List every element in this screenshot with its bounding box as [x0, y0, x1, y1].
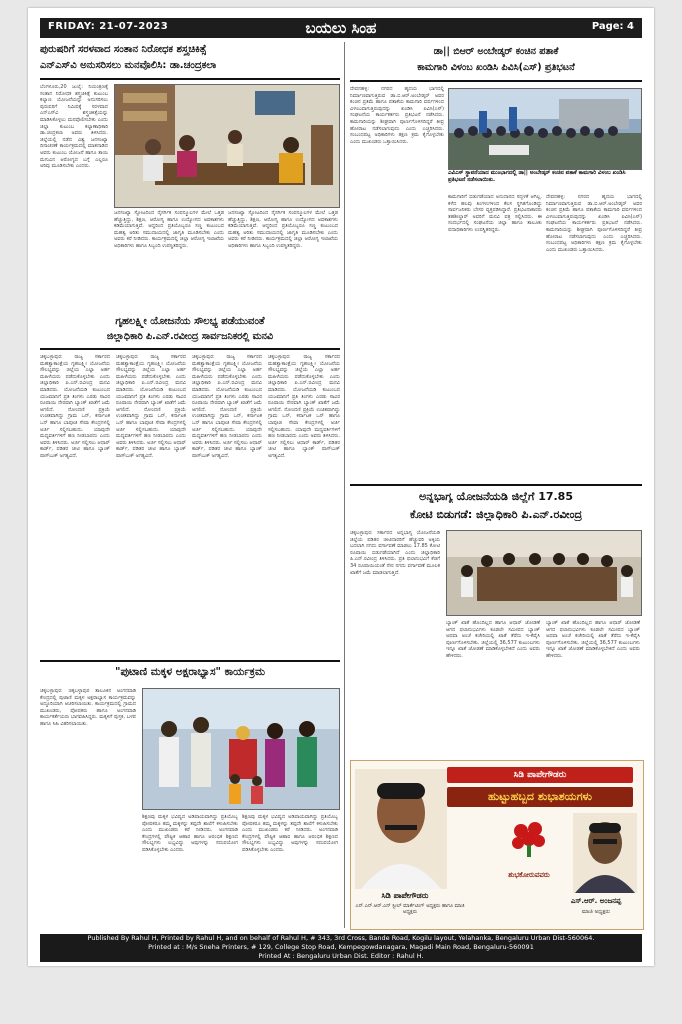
story5-body-2: ಬ್ಯಾಂಕ್ ಖಾತೆ ಹೊಂದಿಲ್ಲದ ಹಾಗೂ ಆಧಾರ್ ಜೋಡಣೆ ಆಗದ ಫಲಾನುಭವಿಗಳು ಕೂಡಲೇ ಸಮೀಪದ ಬ್ಯಾಂಕ್ ಅಥವಾ ಅಂಚೆ ಕಚೇರಿಯಲ್ಲಿ ಖಾತೆ ತೆರೆದು ಇ-ಕೆವೈಸಿ ಪೂರ್ಣಗೊಳಿಸಬೇಕು. ಜಿಲ್ಲೆಯಲ್ಲಿ 36,577 ಕುಟುಂಬಗಳು ಇನ್ನೂ ಖಾತೆ ಜೋಡಣೆ ಮಾಡಿಕೊಳ್ಳಬೇಕಿದೆ ಎಂದು ಅವರು ಹೇಳಿದರು.	[446, 620, 540, 659]
meeting-hall-photo	[447, 531, 641, 615]
story2-body-col3: ಚಿಕ್ಕಬಳ್ಳಾಪುರ: ರಾಜ್ಯ ಸರ್ಕಾರದ ಮಹತ್ವಾಕಾಂಕ್ಷೆಯ ಗೃಹಲಕ್ಷ್ಮೀ ಯೋಜನೆಯ ಸೌಲಭ್ಯವನ್ನು ಜಿಲ್ಲೆಯ ಎಲ್ಲಾ ಅರ್ಹ ಮಹಿಳೆಯರು ಪಡೆದುಕೊಳ್ಳಬೇಕು ಎಂದು ಜಿಲ್ಲಾಧಿಕಾರಿ ಪಿ.ಎನ್.ರವೀಂದ್ರ ಮನವಿ ಮಾಡಿದರು. ಯೋಜನೆಯಡಿ ಕುಟುಂಬದ ಯಜಮಾನಿಗೆ ಪ್ರತಿ ತಿಂಗಳು ಎರಡು ಸಾವಿರ ರೂಪಾಯಿ ನೇರವಾಗಿ ಬ್ಯಾಂಕ್ ಖಾತೆಗೆ ಜಮೆ ಆಗಲಿದೆ. ನೋಂದಣಿ ಪ್ರಕ್ರಿಯೆ ಉಚಿತವಾಗಿದ್ದು ಗ್ರಾಮ ಒನ್, ಕರ್ನಾಟಕ ಒನ್ ಹಾಗೂ ಬಾಪೂಜಿ ಸೇವಾ ಕೇಂದ್ರಗಳಲ್ಲಿ ಅರ್ಜಿ ಸಲ್ಲಿಸಬಹುದು. ಯಾವುದೇ ಮಧ್ಯವರ್ತಿಗಳಿಗೆ ಹಣ ನೀಡಬಾರದು ಎಂದು ಅವರು ತಿಳಿಸಿದರು. ಅರ್ಜಿ ಸಲ್ಲಿಸಲು ಆಧಾರ್ ಕಾರ್ಡ್, ಪಡಿತರ ಚೀಟಿ ಹಾಗೂ ಬ್ಯಾಂಕ್ ಪಾಸ್‌ಬುಕ್ ಅಗತ್ಯವಿದೆ.	[192, 354, 262, 459]
birthday-advertisement	[350, 760, 644, 930]
masthead	[40, 18, 642, 38]
story1-body: ಬೆಂಗಳೂರು,20 ಜುಲೈ: ನಿಯಂತ್ರಣಕ್ಕೆ ಸಂತಾನ ನಿರೋಧಕ ಶಸ್ತ್ರಚಿಕಿತ್ಸೆ ಕುಟುಂಬ ಕಲ್ಯಾಣ ಯೋಜನೆಯನ್ನು ಅನುಸರಿಸಲು ಪುರುಷರಿಗೆ ನಿಮಿಷಕ್ಕೆ ಸರಳವಾದ ಎನ್‌ಎಸ್‌ವಿ ಶಸ್ತ್ರಚಿಕಿತ್ಸೆಯನ್ನು ಮಾಡಿಸಿಕೊಳ್ಳಲು ಮನವೊಲಿಸಬೇಕು ಎಂದು ಜಿಲ್ಲಾ ಕುಟುಂಬ ಕಲ್ಯಾಣಾಧಿಕಾರಿ ಡಾ.ಚಂದ್ರಕಲಾ ಅವರು ತಿಳಿಸಿದರು. ಜಿಲ್ಲೆಯಲ್ಲಿ ನಡೆದ ವಿಶ್ವ ಜನಸಂಖ್ಯಾ ದಿನಾಚರಣೆ ಕಾರ್ಯಕ್ರಮದಲ್ಲಿ ಮಾತನಾಡಿದ ಅವರು ಕುಟುಂಬ ಯೋಜನೆ ಹಾಗೂ ತಾಯಿ ಮಗುವಿನ ಆರೋಗ್ಯದ ಬಗ್ಗೆ ಎಲ್ಲರೂ ಅರಿವು ಮೂಡಿಸಬೇಕು ಎಂದರು.	[40, 84, 108, 170]
portrait-right	[573, 813, 637, 893]
story3-body: ಚಿಕ್ಕಬಳ್ಳಾಪುರ: ಚಿಕ್ಕಬಳ್ಳಾಪುರ ತಾಲೂಕಿನ ಅಂಗನವಾಡಿ ಕೇಂದ್ರದಲ್ಲಿ ಪುಟಾಣಿ ಮಕ್ಕಳ ಅಕ್ಷರಾಭ್ಯಾಸ ಕಾರ್ಯಕ್ರಮವನ್ನು ಅದ್ದೂರಿಯಾಗಿ ಆಚರಿಸಲಾಯಿತು. ಕಾರ್ಯಕ್ರಮದಲ್ಲಿ ಗ್ರಾಮದ ಮುಖಂಡರು, ಪೋಷಕರು ಹಾಗೂ ಅಂಗನವಾಡಿ ಕಾರ್ಯಕರ್ತೆಯರು ಭಾಗವಹಿಸಿದ್ದರು. ಮಕ್ಕಳಿಗೆ ಪುಸ್ತಕ, ಬಳಪ ಹಾಗೂ ಸಿಹಿ ವಿತರಿಸಲಾಯಿತು.	[40, 688, 136, 727]
story3-rule	[40, 660, 340, 662]
story2-headline-1: ಗೃಹಲಕ್ಷ್ಮೀ ಯೋಜನೆಯ ಸೌಲಭ್ಯ ಪಡೆಯುವಂತೆ	[115, 316, 265, 327]
story5-headline-2: ಕೋಟಿ ಬಿಡುಗಡೆ: ಜಿಲ್ಲಾಧಿಕಾರಿ ಪಿ.ಎನ್.ರವೀಂದ್ರ	[409, 508, 583, 521]
ad-left-name: ಸಿಡಿ ಪಾಪೇಗೌಡರು	[381, 891, 429, 900]
story5-headline-1: ಅನ್ನಭಾಗ್ಯ ಯೋಜನೆಯಡಿ ಜಿಲ್ಲೆಗೆ 17.85	[419, 490, 573, 503]
ad-title-line-2: ಹುಟ್ಟುಹಬ್ಬದ ಶುಭಾಶಯಗಳು	[447, 787, 633, 807]
ad-right-title: ಮಾಜಿ ಅಧ್ಯಕ್ಷರು	[581, 909, 611, 915]
story3-headline: "ಪುಟಾಣಿ ಮಕ್ಕಳ ಅಕ್ಷರಾಭ್ಯಾಸ" ಕಾರ್ಯಕ್ರಮ	[115, 666, 265, 678]
story1-photo	[114, 84, 340, 208]
story2-body-col2: ಚಿಕ್ಕಬಳ್ಳಾಪುರ: ರಾಜ್ಯ ಸರ್ಕಾರದ ಮಹತ್ವಾಕಾಂಕ್ಷೆಯ ಗೃಹಲಕ್ಷ್ಮೀ ಯೋಜನೆಯ ಸೌಲಭ್ಯವನ್ನು ಜಿಲ್ಲೆಯ ಎಲ್ಲಾ ಅರ್ಹ ಮಹಿಳೆಯರು ಪಡೆದುಕೊಳ್ಳಬೇಕು ಎಂದು ಜಿಲ್ಲಾಧಿಕಾರಿ ಪಿ.ಎನ್.ರವೀಂದ್ರ ಮನವಿ ಮಾಡಿದರು. ಯೋಜನೆಯಡಿ ಕುಟುಂಬದ ಯಜಮಾನಿಗೆ ಪ್ರತಿ ತಿಂಗಳು ಎರಡು ಸಾವಿರ ರೂಪಾಯಿ ನೇರವಾಗಿ ಬ್ಯಾಂಕ್ ಖಾತೆಗೆ ಜಮೆ ಆಗಲಿದೆ. ನೋಂದಣಿ ಪ್ರಕ್ರಿಯೆ ಉಚಿತವಾಗಿದ್ದು ಗ್ರಾಮ ಒನ್, ಕರ್ನಾಟಕ ಒನ್ ಹಾಗೂ ಬಾಪೂಜಿ ಸೇವಾ ಕೇಂದ್ರಗಳಲ್ಲಿ ಅರ್ಜಿ ಸಲ್ಲಿಸಬಹುದು. ಯಾವುದೇ ಮಧ್ಯವರ್ತಿಗಳಿಗೆ ಹಣ ನೀಡಬಾರದು ಎಂದು ಅವರು ತಿಳಿಸಿದರು. ಅರ್ಜಿ ಸಲ್ಲಿಸಲು ಆಧಾರ್ ಕಾರ್ಡ್, ಪಡಿತರ ಚೀಟಿ ಹಾಗೂ ಬ್ಯಾಂಕ್ ಪಾಸ್‌ಬುಕ್ ಅಗತ್ಯವಿದೆ.	[116, 354, 186, 459]
story3-photo	[142, 688, 340, 810]
paper-name: ಬಯಲು ಸಿಂಹ	[305, 19, 377, 37]
office-meeting-photo	[115, 85, 339, 207]
story1-headline-2: ಎನ್‌ಎಸ್‌ವಿ ಅನುಸರಿಸಲು ಮನವೊಲಿಸಿ: ಡಾ.ಚಂದ್ರಕಲಾ	[40, 60, 217, 71]
story1-body-2a: ಜನಸಂಖ್ಯಾ ಸ್ಫೋಟದಿಂದ ನೈಸರ್ಗಿಕ ಸಂಪನ್ಮೂಲಗಳ ಮೇಲೆ ಒತ್ತಡ ಹೆಚ್ಚುತ್ತಿದ್ದು, ಶಿಕ್ಷಣ, ಆರೋಗ್ಯ ಹಾಗೂ ಉದ್ಯೋಗದ ಅವಕಾಶಗಳು ಕಡಿಮೆಯಾಗುತ್ತಿವೆ. ಆದ್ದರಿಂದ ಪ್ರತಿಯೊಬ್ಬರೂ ಸಣ್ಣ ಕುಟುಂಬದ ಮಹತ್ವ ಅರಿತು ಸಮುದಾಯದಲ್ಲಿ ಜಾಗೃತಿ ಮೂಡಿಸಬೇಕು ಎಂದು ಅವರು ಕರೆ ನೀಡಿದರು. ಕಾರ್ಯಕ್ರಮದಲ್ಲಿ ಜಿಲ್ಲಾ ಆರೋಗ್ಯ ಇಲಾಖೆಯ ಅಧಿಕಾರಿಗಳು ಹಾಗೂ ಸಿಬ್ಬಂದಿ ಉಪಸ್ಥಿತರಿದ್ದರು.	[114, 210, 224, 249]
story1-body-2b: ಜನಸಂಖ್ಯಾ ಸ್ಫೋಟದಿಂದ ನೈಸರ್ಗಿಕ ಸಂಪನ್ಮೂಲಗಳ ಮೇಲೆ ಒತ್ತಡ ಹೆಚ್ಚುತ್ತಿದ್ದು, ಶಿಕ್ಷಣ, ಆರೋಗ್ಯ ಹಾಗೂ ಉದ್ಯೋಗದ ಅವಕಾಶಗಳು ಕಡಿಮೆಯಾಗುತ್ತಿವೆ. ಆದ್ದರಿಂದ ಪ್ರತಿಯೊಬ್ಬರೂ ಸಣ್ಣ ಕುಟುಂಬದ ಮಹತ್ವ ಅರಿತು ಸಮುದಾಯದಲ್ಲಿ ಜಾಗೃತಿ ಮೂಡಿಸಬೇಕು ಎಂದು ಅವರು ಕರೆ ನೀಡಿದರು. ಕಾರ್ಯಕ್ರಮದಲ್ಲಿ ಜಿಲ್ಲಾ ಆರೋಗ್ಯ ಇಲಾಖೆಯ ಅಧಿಕಾರಿಗಳು ಹಾಗೂ ಸಿಬ್ಬಂದಿ ಉಪಸ್ಥಿತರಿದ್ದರು.	[228, 210, 338, 249]
story4-headline-1: ಡಾ|| ಬಿಆರ್ ಅಂಬೇಡ್ಕರ್ ಕಂಚಿನ ಪತಾಕೆ	[433, 46, 559, 57]
imprint-line-3: Printed At : Bengaluru Urban Dist. Editor : Rahul H.	[258, 952, 424, 960]
story1-headline-1: ಪುರುಷರಿಗೆ ಸರಳವಾದ ಸಂತಾನ ನಿರೋಧಕ ಶಸ್ತ್ರಚಿಕಿತ್ಸೆ	[40, 44, 207, 55]
story4-body-3: ದೇವನಹಳ್ಳಿ: ನಗರದ ಹೃದಯ ಭಾಗದಲ್ಲಿ ನಿರ್ಮಾಣವಾಗುತ್ತಿರುವ ಡಾ.ಬಿ.ಆರ್.ಅಂಬೇಡ್ಕರ್ ಅವರ ಕಂಚಿನ ಪ್ರತಿಮೆ ಹಾಗೂ ಪತಾಕೆಯ ಕಾಮಗಾರಿ ವರ್ಷಗಳಿಂದ ವಿಳಂಬವಾಗುತ್ತಿರುವುದನ್ನು ಖಂಡಿಸಿ ಪಿವಿಸಿ(ಎಸ್) ಸಂಘಟನೆಯ ಕಾರ್ಯಕರ್ತರು ಪ್ರತಿಭಟನೆ ನಡೆಸಿದರು. ಕಾಮಗಾರಿಯನ್ನು ಶೀಘ್ರವಾಗಿ ಪೂರ್ಣಗೊಳಿಸದಿದ್ದರೆ ತೀವ್ರ ಹೋರಾಟ ನಡೆಸಲಾಗುವುದು ಎಂದು ಎಚ್ಚರಿಸಿದರು. ಸಂಬಂಧಪಟ್ಟ ಅಧಿಕಾರಿಗಳು ತಕ್ಷಣ ಕ್ರಮ ಕೈಗೊಳ್ಳಬೇಕು ಎಂದು ಮುಖಂಡರು ಒತ್ತಾಯಿಸಿದರು.	[546, 194, 642, 253]
story2-body-col1: ಚಿಕ್ಕಬಳ್ಳಾಪುರ: ರಾಜ್ಯ ಸರ್ಕಾರದ ಮಹತ್ವಾಕಾಂಕ್ಷೆಯ ಗೃಹಲಕ್ಷ್ಮೀ ಯೋಜನೆಯ ಸೌಲಭ್ಯವನ್ನು ಜಿಲ್ಲೆಯ ಎಲ್ಲಾ ಅರ್ಹ ಮಹಿಳೆಯರು ಪಡೆದುಕೊಳ್ಳಬೇಕು ಎಂದು ಜಿಲ್ಲಾಧಿಕಾರಿ ಪಿ.ಎನ್.ರವೀಂದ್ರ ಮನವಿ ಮಾಡಿದರು. ಯೋಜನೆಯಡಿ ಕುಟುಂಬದ ಯಜಮಾನಿಗೆ ಪ್ರತಿ ತಿಂಗಳು ಎರಡು ಸಾವಿರ ರೂಪಾಯಿ ನೇರವಾಗಿ ಬ್ಯಾಂಕ್ ಖಾತೆಗೆ ಜಮೆ ಆಗಲಿದೆ. ನೋಂದಣಿ ಪ್ರಕ್ರಿಯೆ ಉಚಿತವಾಗಿದ್ದು ಗ್ರಾಮ ಒನ್, ಕರ್ನಾಟಕ ಒನ್ ಹಾಗೂ ಬಾಪೂಜಿ ಸೇವಾ ಕೇಂದ್ರಗಳಲ್ಲಿ ಅರ್ಜಿ ಸಲ್ಲಿಸಬಹುದು. ಯಾವುದೇ ಮಧ್ಯವರ್ತಿಗಳಿಗೆ ಹಣ ನೀಡಬಾರದು ಎಂದು ಅವರು ತಿಳಿಸಿದರು. ಅರ್ಜಿ ಸಲ್ಲಿಸಲು ಆಧಾರ್ ಕಾರ್ಡ್, ಪಡಿತರ ಚೀಟಿ ಹಾಗೂ ಬ್ಯಾಂಕ್ ಪಾಸ್‌ಬುಕ್ ಅಗತ್ಯವಿದೆ.	[40, 354, 110, 459]
story5-rule-top	[350, 484, 642, 486]
imprint-footer	[40, 934, 642, 962]
portrait-left	[355, 769, 447, 889]
story4-body-2: ಕಾಮಗಾರಿಗೆ ಬಿಡುಗಡೆಯಾದ ಅನುದಾನದ ಸದ್ಬಳಕೆ ಆಗಿಲ್ಲ. ಕಳೆದ ಹಲವು ತಿಂಗಳುಗಳಿಂದ ಕೆಲಸ ಸ್ಥಗಿತಗೊಂಡಿದ್ದು ಸಾರ್ವಜನಿಕರು ಬೇಸರ ವ್ಯಕ್ತಪಡಿಸಿದ್ದಾರೆ. ಪ್ರತಿಭಟನಾಕಾರರು ತಹಶೀಲ್ದಾರ್ ಅವರಿಗೆ ಮನವಿ ಪತ್ರ ಸಲ್ಲಿಸಿದರು. ಈ ಸಂದರ್ಭದಲ್ಲಿ ಸಂಘಟನೆಯ ಜಿಲ್ಲಾ ಹಾಗೂ ತಾಲೂಕು ಪದಾಧಿಕಾರಿಗಳು ಉಪಸ್ಥಿತರಿದ್ದರು.	[448, 194, 542, 233]
ad-left-title: ಎನ್.ಎನ್.ಆರ್.ಎನ್ ಸ್ಟೀಲ್ ಮಾರ್ಕೆಟಿಂಗ್ ಅಧ್ಯಕ್ಷರು ಹಾಗೂ ಮಾಜಿ ಅಧ್ಯಕ್ಷರು	[355, 903, 465, 915]
imprint-line-2: Printed at : M/s Sneha Printers, # 129, College Stop Road, Kempegowdanagara, Magadi Main Road, Bengaluru-560091	[148, 943, 534, 951]
newspaper-page	[28, 8, 654, 966]
story5-body-3: ಬ್ಯಾಂಕ್ ಖಾತೆ ಹೊಂದಿಲ್ಲದ ಹಾಗೂ ಆಧಾರ್ ಜೋಡಣೆ ಆಗದ ಫಲಾನುಭವಿಗಳು ಕೂಡಲೇ ಸಮೀಪದ ಬ್ಯಾಂಕ್ ಅಥವಾ ಅಂಚೆ ಕಚೇರಿಯಲ್ಲಿ ಖಾತೆ ತೆರೆದು ಇ-ಕೆವೈಸಿ ಪೂರ್ಣಗೊಳಿಸಬೇಕು. ಜಿಲ್ಲೆಯಲ್ಲಿ 36,577 ಕುಟುಂಬಗಳು ಇನ್ನೂ ಖಾತೆ ಜೋಡಣೆ ಮಾಡಿಕೊಳ್ಳಬೇಕಿದೆ ಎಂದು ಅವರು ಹೇಳಿದರು.	[546, 620, 640, 659]
ad-greeting: ಶುಭಕೋರುವವರು	[508, 871, 550, 879]
issue-date: FRIDAY: 21-07-2023	[48, 21, 169, 32]
imprint-line-1: Published By Rahul H, Printed by Rahul H, and on behalf of Rahul H, # 343, 3rd Cross, Bande Road, Kogilu layout, Yelahanka, Bengaluru Urban Dist-560064.	[87, 934, 595, 942]
story5-photo	[446, 530, 642, 616]
story4-body: ದೇವನಹಳ್ಳಿ: ನಗರದ ಹೃದಯ ಭಾಗದಲ್ಲಿ ನಿರ್ಮಾಣವಾಗುತ್ತಿರುವ ಡಾ.ಬಿ.ಆರ್.ಅಂಬೇಡ್ಕರ್ ಅವರ ಕಂಚಿನ ಪ್ರತಿಮೆ ಹಾಗೂ ಪತಾಕೆಯ ಕಾಮಗಾರಿ ವರ್ಷಗಳಿಂದ ವಿಳಂಬವಾಗುತ್ತಿರುವುದನ್ನು ಖಂಡಿಸಿ ಪಿವಿಸಿ(ಎಸ್) ಸಂಘಟನೆಯ ಕಾರ್ಯಕರ್ತರು ಪ್ರತಿಭಟನೆ ನಡೆಸಿದರು. ಕಾಮಗಾರಿಯನ್ನು ಶೀಘ್ರವಾಗಿ ಪೂರ್ಣಗೊಳಿಸದಿದ್ದರೆ ತೀವ್ರ ಹೋರಾಟ ನಡೆಸಲಾಗುವುದು ಎಂದು ಎಚ್ಚರಿಸಿದರು. ಸಂಬಂಧಪಟ್ಟ ಅಧಿಕಾರಿಗಳು ತಕ್ಷಣ ಕ್ರಮ ಕೈಗೊಳ್ಳಬೇಕು ಎಂದು ಮುಖಂಡರು ಒತ್ತಾಯಿಸಿದರು.	[350, 86, 444, 145]
story1-rule	[40, 78, 340, 80]
story3-body-2a: ಶಿಕ್ಷಣವು ಮಕ್ಕಳ ಭವಿಷ್ಯದ ಅಡಿಪಾಯವಾಗಿದ್ದು ಪ್ರತಿಯೊಬ್ಬ ಪೋಷಕರೂ ತಮ್ಮ ಮಕ್ಕಳನ್ನು ತಪ್ಪದೇ ಶಾಲೆಗೆ ಕಳುಹಿಸಬೇಕು ಎಂದು ಮುಖಂಡರು ಕರೆ ನೀಡಿದರು. ಅಂಗನವಾಡಿ ಕೇಂದ್ರಗಳಲ್ಲಿ ಪೌಷ್ಟಿಕ ಆಹಾರ ಹಾಗೂ ಆರಂಭಿಕ ಶಿಕ್ಷಣದ ಸೌಲಭ್ಯಗಳು ಲಭ್ಯವಿದ್ದು ಅವುಗಳನ್ನು ಸದುಪಯೋಗ ಪಡಿಸಿಕೊಳ್ಳಬೇಕು ಎಂದರು.	[142, 814, 238, 853]
story2-rule	[40, 348, 340, 350]
page-number: Page: 4	[591, 21, 634, 32]
story5-body: ಚಿಕ್ಕಬಳ್ಳಾಪುರ: ಸರ್ಕಾರದ ಅನ್ನಭಾಗ್ಯ ಯೋಜನೆಯಡಿ ಜಿಲ್ಲೆಯ ಪಡಿತರ ಚೀಟಿದಾರರಿಗೆ ಹೆಚ್ಚುವರಿ ಅಕ್ಕಿಯ ಬದಲಾಗಿ ನಗದು ವರ್ಗಾವಣೆ ಮಾಡಲು 17.85 ಕೋಟಿ ರೂಪಾಯಿ ಬಿಡುಗಡೆಯಾಗಿದೆ ಎಂದು ಜಿಲ್ಲಾಧಿಕಾರಿ ಪಿ.ಎನ್.ರವೀಂದ್ರ ತಿಳಿಸಿದರು. ಪ್ರತಿ ಫಲಾನುಭವಿಗೆ ಕೆಜಿಗೆ 34 ರೂಪಾಯಿಯಂತೆ ನೇರ ನಗದು ವರ್ಗಾವಣೆ ಮೂಲಕ ಖಾತೆಗೆ ಜಮೆ ಮಾಡಲಾಗುತ್ತಿದೆ.	[350, 530, 440, 576]
story2-body-col4: ಚಿಕ್ಕಬಳ್ಳಾಪುರ: ರಾಜ್ಯ ಸರ್ಕಾರದ ಮಹತ್ವಾಕಾಂಕ್ಷೆಯ ಗೃಹಲಕ್ಷ್ಮೀ ಯೋಜನೆಯ ಸೌಲಭ್ಯವನ್ನು ಜಿಲ್ಲೆಯ ಎಲ್ಲಾ ಅರ್ಹ ಮಹಿಳೆಯರು ಪಡೆದುಕೊಳ್ಳಬೇಕು ಎಂದು ಜಿಲ್ಲಾಧಿಕಾರಿ ಪಿ.ಎನ್.ರವೀಂದ್ರ ಮನವಿ ಮಾಡಿದರು. ಯೋಜನೆಯಡಿ ಕುಟುಂಬದ ಯಜಮಾನಿಗೆ ಪ್ರತಿ ತಿಂಗಳು ಎರಡು ಸಾವಿರ ರೂಪಾಯಿ ನೇರವಾಗಿ ಬ್ಯಾಂಕ್ ಖಾತೆಗೆ ಜಮೆ ಆಗಲಿದೆ. ನೋಂದಣಿ ಪ್ರಕ್ರಿಯೆ ಉಚಿತವಾಗಿದ್ದು ಗ್ರಾಮ ಒನ್, ಕರ್ನಾಟಕ ಒನ್ ಹಾಗೂ ಬಾಪೂಜಿ ಸೇವಾ ಕೇಂದ್ರಗಳಲ್ಲಿ ಅರ್ಜಿ ಸಲ್ಲಿಸಬಹುದು. ಯಾವುದೇ ಮಧ್ಯವರ್ತಿಗಳಿಗೆ ಹಣ ನೀಡಬಾರದು ಎಂದು ಅವರು ತಿಳಿಸಿದರು. ಅರ್ಜಿ ಸಲ್ಲಿಸಲು ಆಧಾರ್ ಕಾರ್ಡ್, ಪಡಿತರ ಚೀಟಿ ಹಾಗೂ ಬ್ಯಾಂಕ್ ಪಾಸ್‌ಬುಕ್ ಅಗತ್ಯವಿದೆ.	[268, 354, 340, 459]
story4-photo-caption: ಎವಿಎಸ್ ಸ್ಥಾಪನೆಯಾದ ಮುಂಭಾಗದಲ್ಲಿ ಡಾ|| ಅಂಬೇಡ್ಕರ್ ಕಂಚಿನ ಪತಾಕೆ ಕಾಮಗಾರಿ ವಿಳಂಬ ಖಂಡಿಸಿ ಪ್ರತಿಭಟನೆ ನಡೆಸಲಾಯಿತು.	[448, 170, 626, 183]
story4-headline-2: ಕಾಮಗಾರಿ ವಿಳಂಬ ಖಂಡಿಸಿ ಪಿವಿಸಿ(ಎಸ್) ಪ್ರತಿಭಟನೆ	[417, 62, 575, 73]
column-divider	[344, 42, 345, 928]
story4-rule	[350, 80, 642, 82]
story3-body-2b: ಶಿಕ್ಷಣವು ಮಕ್ಕಳ ಭವಿಷ್ಯದ ಅಡಿಪಾಯವಾಗಿದ್ದು ಪ್ರತಿಯೊಬ್ಬ ಪೋಷಕರೂ ತಮ್ಮ ಮಕ್ಕಳನ್ನು ತಪ್ಪದೇ ಶಾಲೆಗೆ ಕಳುಹಿಸಬೇಕು ಎಂದು ಮುಖಂಡರು ಕರೆ ನೀಡಿದರು. ಅಂಗನವಾಡಿ ಕೇಂದ್ರಗಳಲ್ಲಿ ಪೌಷ್ಟಿಕ ಆಹಾರ ಹಾಗೂ ಆರಂಭಿಕ ಶಿಕ್ಷಣದ ಸೌಲಭ್ಯಗಳು ಲಭ್ಯವಿದ್ದು ಅವುಗಳನ್ನು ಸದುಪಯೋಗ ಪಡಿಸಿಕೊಳ್ಳಬೇಕು ಎಂದರು.	[242, 814, 338, 853]
protest-photo	[449, 89, 641, 169]
ad-title-line-1: ಸಿಡಿ ಪಾಪೇಗೌಡರು	[447, 767, 633, 783]
story2-headline-2: ಜಿಲ್ಲಾಧಿಕಾರಿ ಪಿ.ಎನ್.ರವೀಂದ್ರ ಸಾರ್ವಜನಿಕರಲ್ಲಿ ಮನವಿ	[106, 331, 274, 342]
ad-right-name: ಎಸ್.ಆರ್. ಅಂಜನಪ್ಪ	[570, 897, 622, 905]
anganwadi-event-photo	[143, 689, 339, 809]
story4-photo	[448, 88, 642, 170]
rose-bouquet-icon	[509, 817, 549, 857]
